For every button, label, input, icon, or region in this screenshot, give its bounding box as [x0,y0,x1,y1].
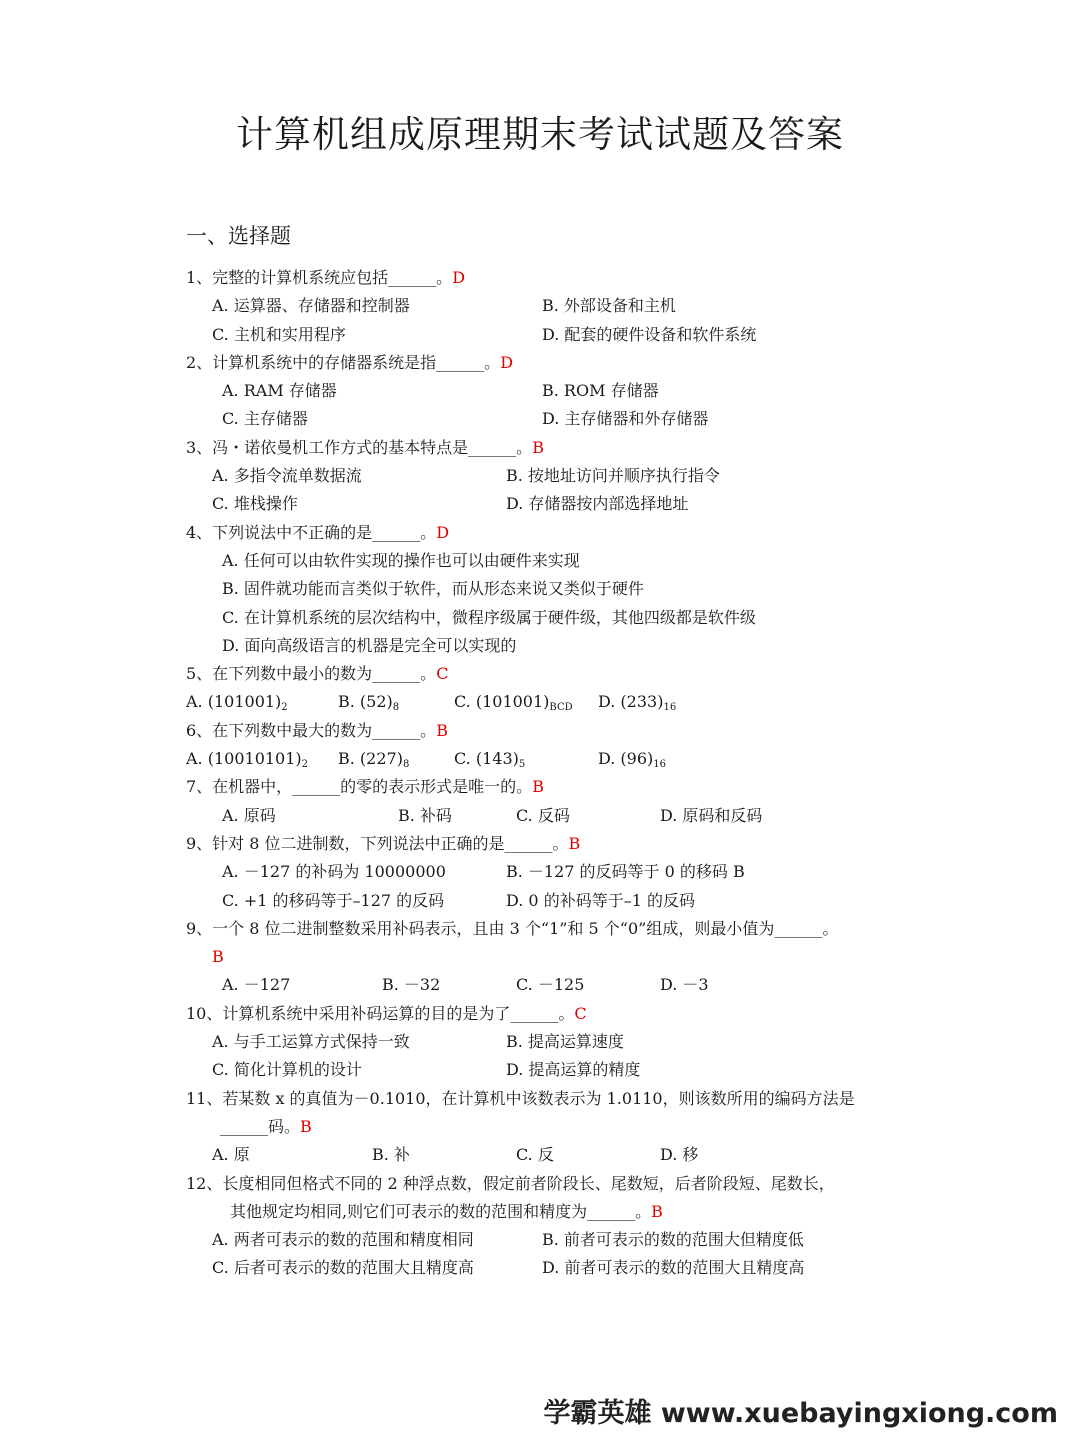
question-continuation [186,943,906,971]
option: C. $(101001)_{BCD}$ [454,692,573,714]
option: C. 简化计算机的设计 [212,1060,362,1080]
question-stem [186,915,906,943]
question-text: 4、下列说法中不正确的是______。 [186,522,437,542]
option: B. 提高运算速度 [506,1032,624,1052]
question-stem [186,349,906,377]
question-text: 5、在下列数中最小的数为______。 [186,664,437,684]
option: D. 移 [660,1145,699,1165]
answer-key: B [651,1201,663,1221]
question-text: 3、冯・诺依曼机工作方式的基本特点是______。 [186,437,533,457]
option: A. 原 [212,1145,250,1165]
answer-key: B [212,947,224,967]
option: C. 主机和实用程序 [212,324,346,344]
question-text: ______码。 [220,1116,301,1136]
option: B. 固件就功能而言类似于软件，而从形态来说又类似于硬件 [222,579,644,599]
question-stem [186,660,906,688]
option: B. 补码 [398,805,452,825]
answer-key: B [532,437,544,457]
option: A. $(101001)_2$ [186,692,288,714]
options-row [186,405,906,433]
option: B. $(52)_8$ [338,692,400,714]
question-stem [186,1000,906,1028]
option: D. 0 的补码等于–1 的反码 [506,890,695,910]
option: A. －127 [222,975,291,995]
options-row [186,604,906,632]
question-continuation [186,1198,906,1226]
question-continuation [186,1113,906,1141]
option: C. 反码 [516,805,570,825]
option: D. 存储器按内部选择地址 [506,494,689,514]
options-row [186,971,906,999]
option: A. RAM 存储器 [222,381,337,401]
options-row [186,292,906,320]
option: B. 补 [372,1145,410,1165]
options-row [186,1028,906,1056]
option: D. 配套的硬件设备和软件系统 [542,324,757,344]
question-stem [186,830,906,858]
question-text: 10、计算机系统中采用补码运算的目的是为了______。 [186,1003,575,1023]
options-row [186,688,906,716]
question-stem [186,1085,906,1113]
question-text: 9、一个 8 位二进制整数采用补码表示，且由 3 个“1”和 5 个“0”组成，则最小值为______。 [186,918,839,938]
option: C. +1 的移码等于–127 的反码 [222,890,445,910]
answer-key: B [436,720,448,740]
question-stem [186,434,906,462]
option: C. 主存储器 [222,409,308,429]
option: D. －3 [660,975,709,995]
question-text: 6、在下列数中最大的数为______。 [186,720,437,740]
question-text: 9、针对 8 位二进制数，下列说法中正确的是______。 [186,833,569,853]
answer-key: B [300,1116,312,1136]
options-row [186,858,906,886]
option: C. $(143)_5$ [454,749,526,771]
option: A. 与手工运算方式保持一致 [212,1032,410,1052]
answer-key: C [436,664,449,684]
option: B. $(227)_8$ [338,749,410,771]
option: B. 按地址访问并顺序执行指令 [506,466,720,486]
answer-key: D [436,522,450,542]
answer-key: B [568,833,581,853]
option: A. 两者可表示的数的范围和精度相同 [212,1230,474,1250]
question-text: 12、长度相同但格式不同的 2 种浮点数，假定前者阶段长、尾数短，后者阶段短、尾数长， [186,1173,835,1193]
question-text: 其他规定均相同,则它们可表示的数的范围和精度为______。 [230,1201,652,1221]
option: A. －127 的补码为 10000000 [222,862,446,882]
option: B. 外部设备和主机 [542,296,676,316]
options-row [186,887,906,915]
question-text: 7、在机器中，______的零的表示形式是唯一的。 [186,777,533,797]
option: A. 多指令流单数据流 [212,466,362,486]
option: A. 运算器、存储器和控制器 [212,296,410,316]
watermark: 学霸英雄 www.xuebayingxiong.com [543,1398,1058,1429]
options-row [186,1226,906,1254]
question-stem [186,519,906,547]
answer-key: D [452,268,466,287]
options-row [186,1254,906,1282]
options-row [186,802,906,830]
option: C. 后者可表示的数的范围大且精度高 [212,1258,474,1278]
question-list [186,264,906,1283]
question-stem [186,264,906,292]
option: B. 前者可表示的数的范围大但精度低 [542,1230,804,1250]
options-row [186,1056,906,1084]
answer-key: B [532,777,544,797]
options-row [186,632,906,660]
answer-key: D [500,352,514,372]
section-heading: 一、选择题 [186,224,291,248]
options-row [186,377,906,405]
option: B. －127 的反码等于 0 的移码 B [506,862,745,882]
options-row [186,575,906,603]
page-title: 计算机组成原理期末考试试题及答案 [236,113,844,156]
option: A. 任何可以由软件实现的操作也可以由硬件来实现 [222,550,580,570]
option: A. 原码 [222,805,276,825]
options-row [186,745,906,773]
question-stem [186,1170,906,1198]
answer-key: C [574,1003,587,1023]
option: D. 前者可表示的数的范围大且精度高 [542,1258,805,1278]
option: C. 在计算机系统的层次结构中，微程序级属于硬件级，其他四级都是软件级 [222,607,756,627]
option: B. －32 [382,975,441,995]
question-text: 11、若某数 x 的真值为－0.1010，在计算机中该数表示为 1.0110，则该数所用的编码方法是 [186,1088,855,1108]
option: D. 面向高级语言的机器是完全可以实现的 [222,635,517,655]
options-row [186,321,906,349]
option: D. 原码和反码 [660,805,763,825]
option: D. $(233)_{16}$ [598,692,677,714]
question-text: 2、计算机系统中的存储器系统是指______。 [186,352,501,372]
option: C. 反 [516,1145,554,1165]
options-row [186,462,906,490]
options-row [186,547,906,575]
option: D. 主存储器和外存储器 [542,409,709,429]
options-row [186,490,906,518]
option: B. ROM 存储器 [542,381,659,401]
option: C. －125 [516,975,585,995]
option: D. $(96)_{16}$ [598,749,667,771]
question-text: 1、完整的计算机系统应包括______。 [186,268,453,287]
option: C. 堆栈操作 [212,494,298,514]
options-row [186,1141,906,1169]
option: A. $(10010101)_2$ [186,749,309,771]
option: D. 提高运算的精度 [506,1060,641,1080]
